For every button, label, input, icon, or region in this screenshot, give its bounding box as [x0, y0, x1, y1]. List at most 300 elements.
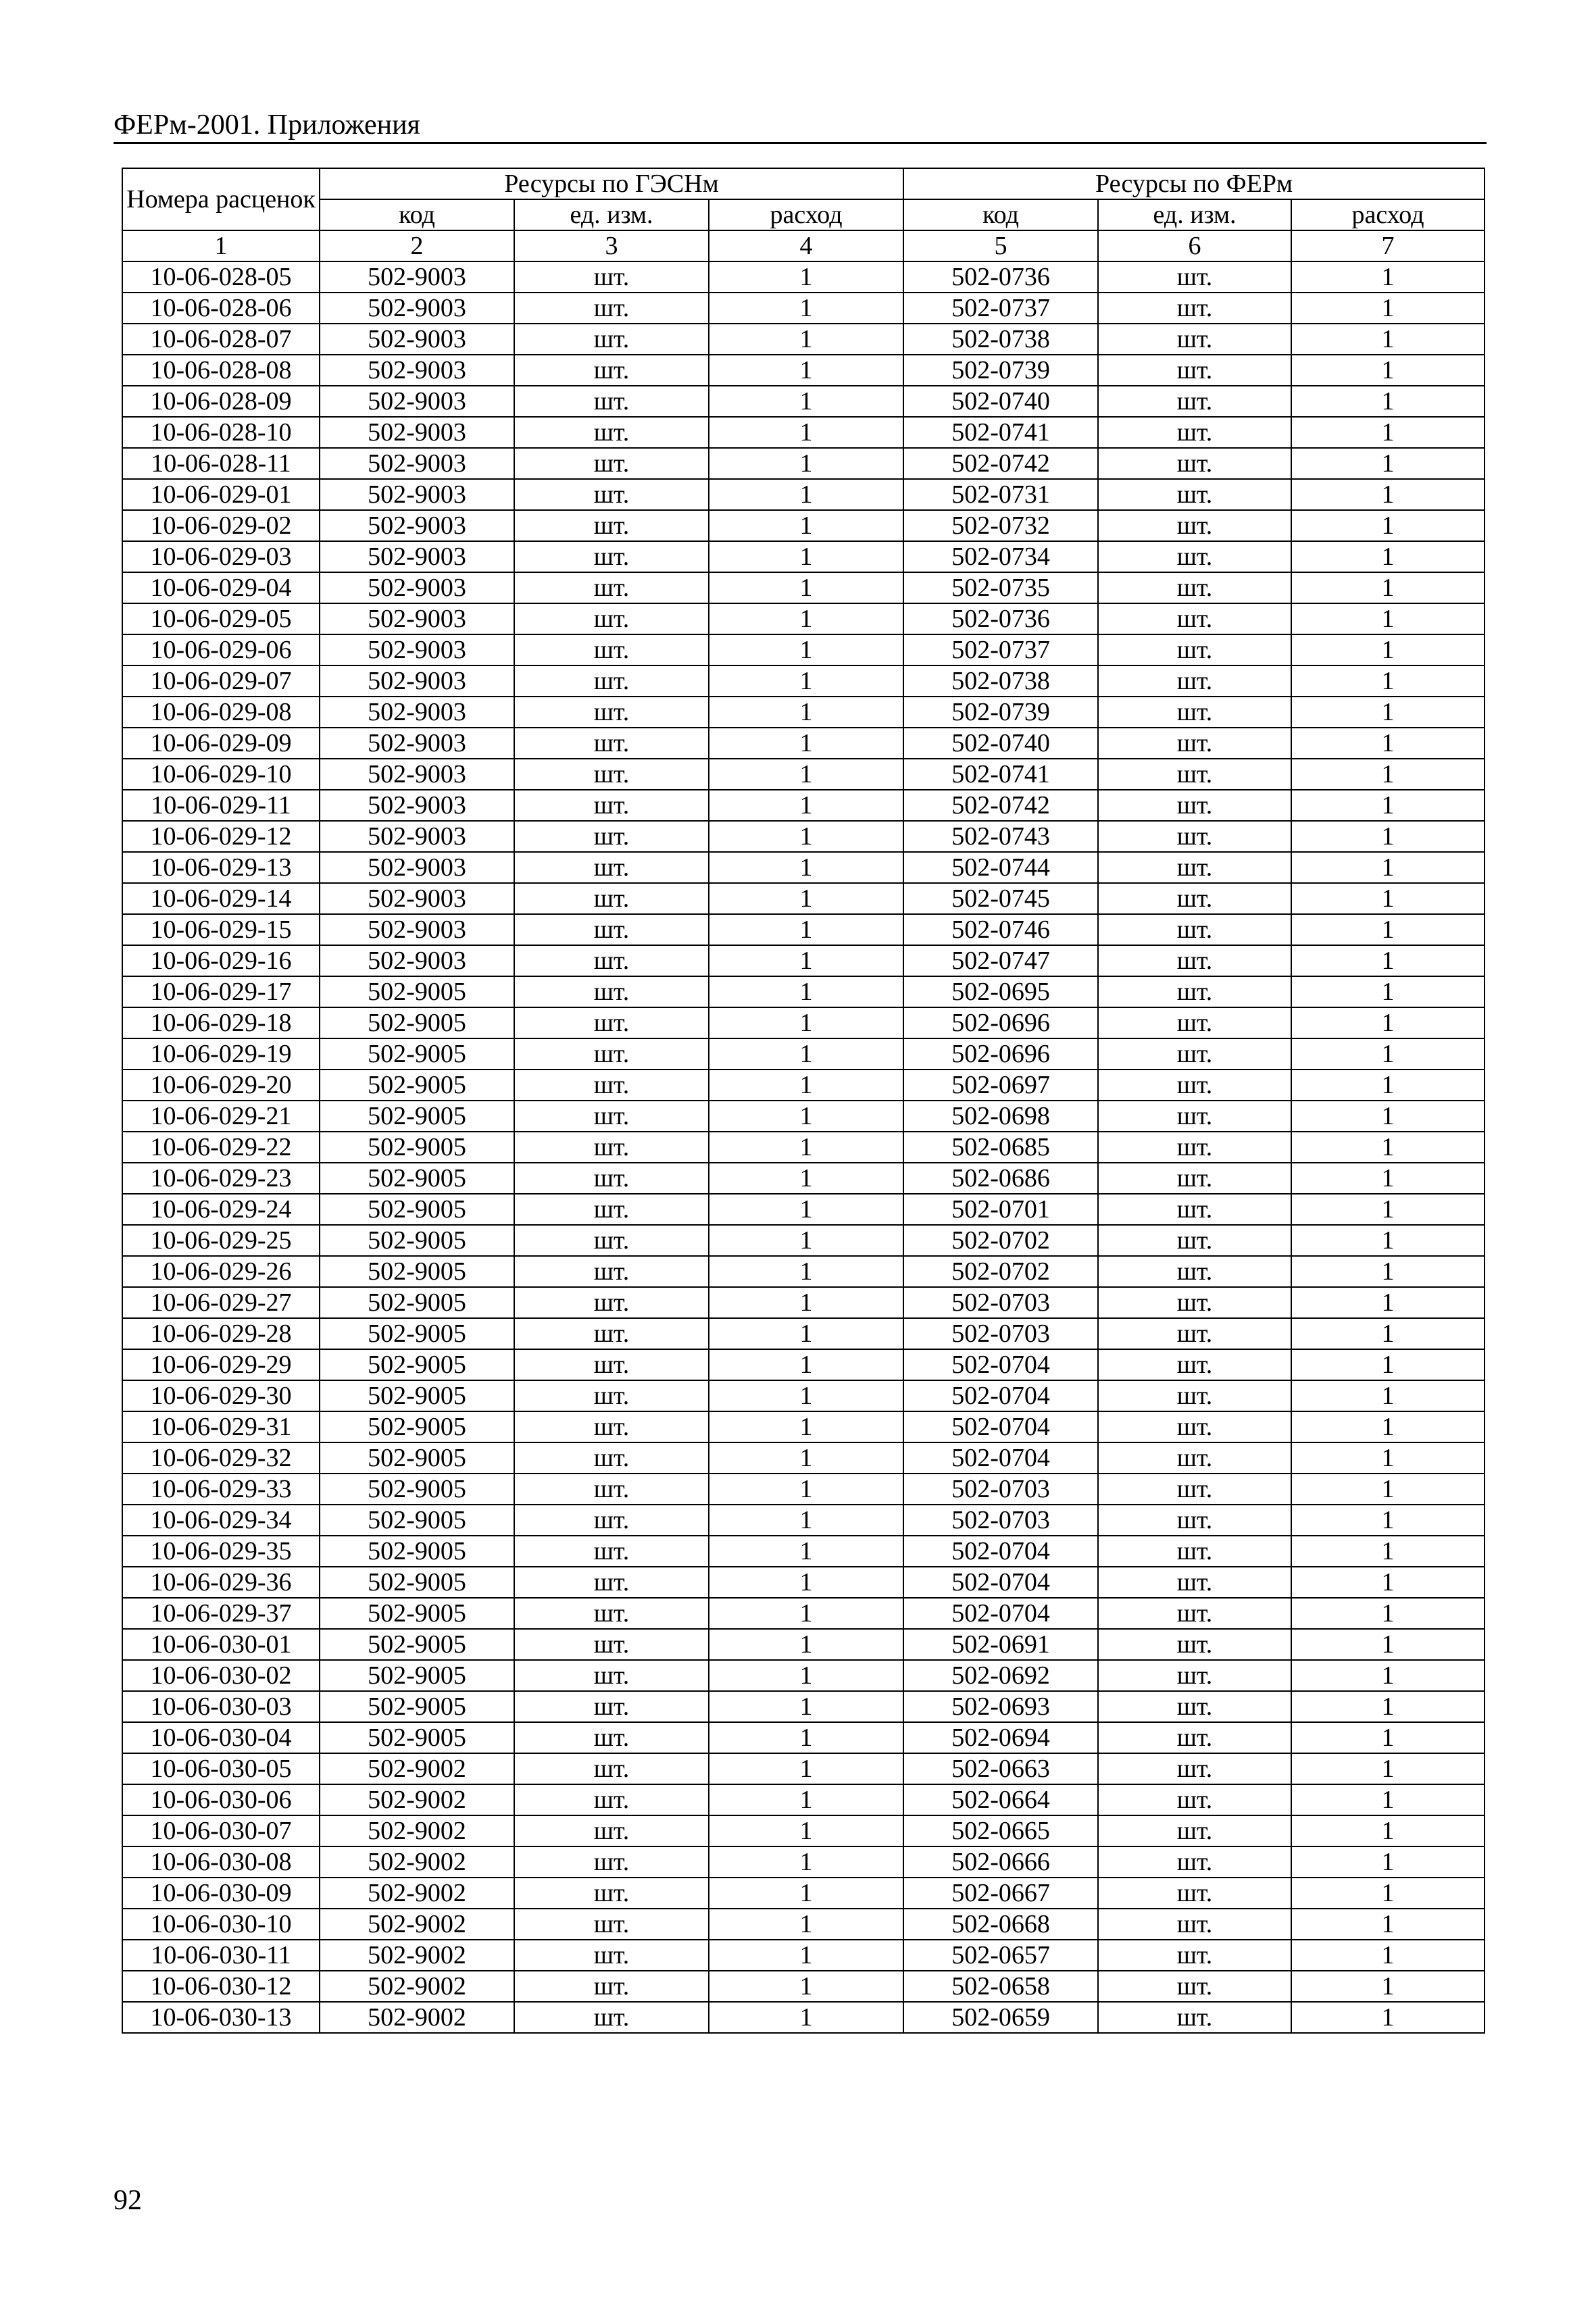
ferm-unit-cell: шт. — [1098, 665, 1291, 697]
gesnm-code-cell: 502-9003 — [320, 261, 514, 293]
gesnm-code-cell: 502-9005 — [320, 1380, 514, 1411]
rate-number-cell: 10-06-029-09 — [122, 728, 320, 759]
ferm-unit-cell: шт. — [1098, 852, 1291, 883]
rate-number-cell: 10-06-029-07 — [122, 665, 320, 697]
gesnm-code-cell: 502-9002 — [320, 1753, 514, 1784]
ferm-code-cell: 502-0704 — [903, 1380, 1098, 1411]
gesnm-unit-cell: шт. — [514, 697, 709, 728]
gesnm-code-cell: 502-9005 — [320, 1163, 514, 1194]
resource-table — [122, 168, 1485, 2034]
ferm-unit-cell: шт. — [1098, 1163, 1291, 1194]
gesnm-unit-cell: шт. — [514, 1225, 709, 1256]
ferm-quantity-cell: 1 — [1291, 293, 1485, 324]
table-row — [122, 1753, 1485, 1784]
rate-number-cell: 10-06-028-11 — [122, 448, 320, 479]
rate-number-cell: 10-06-029-30 — [122, 1380, 320, 1411]
gesnm-code-cell: 502-9003 — [320, 603, 514, 634]
ferm-unit-cell: шт. — [1098, 603, 1291, 634]
table-row — [122, 1598, 1485, 1629]
gesnm-code-cell: 502-9002 — [320, 1909, 514, 1940]
table-row — [122, 1846, 1485, 1878]
table-row — [122, 572, 1485, 603]
rate-number-cell: 10-06-029-37 — [122, 1598, 320, 1629]
ferm-code-cell: 502-0741 — [903, 417, 1098, 448]
column-number: 2 — [320, 230, 514, 261]
table-row — [122, 417, 1485, 448]
gesnm-code-cell: 502-9003 — [320, 665, 514, 697]
ferm-unit-cell: шт. — [1098, 1070, 1291, 1101]
ferm-code-cell: 502-0664 — [903, 1784, 1098, 1815]
ferm-quantity-cell: 1 — [1291, 976, 1485, 1007]
gesnm-unit-cell: шт. — [514, 1598, 709, 1629]
gesnm-code-cell: 502-9003 — [320, 790, 514, 821]
ferm-unit-cell: шт. — [1098, 1629, 1291, 1660]
ferm-quantity-cell: 1 — [1291, 1225, 1485, 1256]
table-row — [122, 386, 1485, 417]
gesnm-quantity-cell: 1 — [709, 293, 903, 324]
ferm-code-cell: 502-0657 — [903, 1940, 1098, 1971]
ferm-quantity-cell: 1 — [1291, 1598, 1485, 1629]
gesnm-code-cell: 502-9005 — [320, 1225, 514, 1256]
gesnm-code-cell: 502-9003 — [320, 541, 514, 572]
ferm-code-cell: 502-0704 — [903, 1442, 1098, 1474]
rate-number-cell: 10-06-029-29 — [122, 1349, 320, 1380]
gesnm-code-cell: 502-9005 — [320, 1505, 514, 1536]
rate-number-cell: 10-06-029-10 — [122, 759, 320, 790]
header-rule — [114, 142, 1487, 144]
gesnm-unit-cell: шт. — [514, 510, 709, 541]
rate-number-cell: 10-06-029-27 — [122, 1287, 320, 1318]
rate-number-cell: 10-06-030-03 — [122, 1691, 320, 1722]
table-row — [122, 1287, 1485, 1318]
gesnm-code-cell: 502-9005 — [320, 1629, 514, 1660]
gesnm-quantity-cell: 1 — [709, 572, 903, 603]
table-row — [122, 1380, 1485, 1411]
ferm-unit-cell: шт. — [1098, 417, 1291, 448]
gesnm-unit-cell: шт. — [514, 821, 709, 852]
column-number: 1 — [122, 230, 320, 261]
ferm-code-cell: 502-0743 — [903, 821, 1098, 852]
gesnm-code-cell: 502-9002 — [320, 1878, 514, 1909]
gesnm-quantity-cell: 1 — [709, 1567, 903, 1598]
gesnm-quantity-cell: 1 — [709, 1598, 903, 1629]
gesnm-unit-cell: шт. — [514, 1909, 709, 1940]
gesnm-quantity-cell: 1 — [709, 976, 903, 1007]
gesnm-quantity-cell: 1 — [709, 1505, 903, 1536]
ferm-quantity-cell: 1 — [1291, 1007, 1485, 1038]
gesnm-quantity-cell: 1 — [709, 1287, 903, 1318]
table-row — [122, 697, 1485, 728]
gesnm-code-cell: 502-9003 — [320, 914, 514, 945]
ferm-quantity-cell: 1 — [1291, 1380, 1485, 1411]
table-row — [122, 1318, 1485, 1349]
rate-number-cell: 10-06-029-31 — [122, 1411, 320, 1442]
gesnm-code-cell: 502-9003 — [320, 448, 514, 479]
rate-number-cell: 10-06-029-22 — [122, 1132, 320, 1163]
gesnm-unit-cell: шт. — [514, 572, 709, 603]
ferm-code-cell: 502-0667 — [903, 1878, 1098, 1909]
ferm-code-cell: 502-0737 — [903, 293, 1098, 324]
ferm-code-cell: 502-0703 — [903, 1318, 1098, 1349]
gesnm-quantity-cell: 1 — [709, 1349, 903, 1380]
gesnm-unit-cell: шт. — [514, 541, 709, 572]
ferm-code-cell: 502-0691 — [903, 1629, 1098, 1660]
ferm-quantity-cell: 1 — [1291, 386, 1485, 417]
table-row — [122, 355, 1485, 386]
table-row — [122, 541, 1485, 572]
gesnm-quantity-cell: 1 — [709, 914, 903, 945]
ferm-quantity-cell: 1 — [1291, 603, 1485, 634]
gesnm-quantity-cell: 1 — [709, 1256, 903, 1287]
gesnm-code-cell: 502-9005 — [320, 1132, 514, 1163]
ferm-unit-cell: шт. — [1098, 261, 1291, 293]
rate-number-cell: 10-06-028-05 — [122, 261, 320, 293]
gesnm-unit-cell: шт. — [514, 603, 709, 634]
gesnm-unit-cell: шт. — [514, 1567, 709, 1598]
gesnm-resources-header: Ресурсы по ГЭСНм — [320, 168, 903, 199]
rate-number-cell: 10-06-028-06 — [122, 293, 320, 324]
table-row — [122, 1163, 1485, 1194]
ferm-unit-cell: шт. — [1098, 1909, 1291, 1940]
rate-number-cell: 10-06-030-10 — [122, 1909, 320, 1940]
ferm-unit-cell: шт. — [1098, 883, 1291, 914]
gesnm-quantity-cell: 1 — [709, 821, 903, 852]
gesnm-code-cell: 502-9003 — [320, 728, 514, 759]
ferm-code-cell: 502-0738 — [903, 665, 1098, 697]
gesnm-code-cell: 502-9002 — [320, 1815, 514, 1846]
table-row — [122, 945, 1485, 976]
gesnm-code-cell: 502-9003 — [320, 386, 514, 417]
ferm-quantity-cell: 1 — [1291, 1256, 1485, 1287]
table-row — [122, 1070, 1485, 1101]
gesnm-unit-cell: шт. — [514, 1474, 709, 1505]
ferm-quantity-cell: 1 — [1291, 1038, 1485, 1070]
rate-number-cell: 10-06-029-03 — [122, 541, 320, 572]
gesnm-quantity-cell: 1 — [709, 1940, 903, 1971]
gesnm-code-cell: 502-9003 — [320, 821, 514, 852]
ferm-code-cell: 502-0739 — [903, 697, 1098, 728]
ferm-unit-cell: шт. — [1098, 790, 1291, 821]
ferm-quantity-cell: 1 — [1291, 665, 1485, 697]
ferm-code-cell: 502-0703 — [903, 1505, 1098, 1536]
ferm-unit-cell: шт. — [1098, 1318, 1291, 1349]
gesnm-unit-cell: шт. — [514, 1349, 709, 1380]
table-row — [122, 1349, 1485, 1380]
ferm-code-cell: 502-0734 — [903, 541, 1098, 572]
gesnm-unit-cell: шт. — [514, 1194, 709, 1225]
rate-number-cell: 10-06-029-33 — [122, 1474, 320, 1505]
gesnm-unit-cell: шт. — [514, 417, 709, 448]
gesnm-quantity-cell: 1 — [709, 355, 903, 386]
gesnm-code-cell: 502-9002 — [320, 1846, 514, 1878]
gesnm-unit-cell: шт. — [514, 386, 709, 417]
gesnm-quantity-cell: 1 — [709, 1474, 903, 1505]
ferm-quantity-cell: 1 — [1291, 1753, 1485, 1784]
table-row — [122, 852, 1485, 883]
gesnm-quantity-cell: 1 — [709, 883, 903, 914]
ferm-code-cell: 502-0742 — [903, 790, 1098, 821]
gesnm-unit-cell: шт. — [514, 1660, 709, 1691]
ferm-unit-cell: шт. — [1098, 448, 1291, 479]
gesnm-code-cell: 502-9005 — [320, 1536, 514, 1567]
ferm-code-cell: 502-0696 — [903, 1038, 1098, 1070]
gesnm-code-cell: 502-9003 — [320, 417, 514, 448]
ferm-code-cell: 502-0735 — [903, 572, 1098, 603]
gesnm-quantity-cell: 1 — [709, 417, 903, 448]
table-row — [122, 634, 1485, 665]
gesnm-quantity-cell: 1 — [709, 1225, 903, 1256]
gesnm-unit-cell: шт. — [514, 1846, 709, 1878]
ferm-code-header: код — [903, 199, 1098, 230]
gesnm-unit-cell: шт. — [514, 1536, 709, 1567]
ferm-code-cell: 502-0742 — [903, 448, 1098, 479]
ferm-quantity-cell: 1 — [1291, 1070, 1485, 1101]
gesnm-unit-cell: шт. — [514, 1629, 709, 1660]
ferm-unit-cell: шт. — [1098, 572, 1291, 603]
rate-number-cell: 10-06-029-21 — [122, 1101, 320, 1132]
column-number: 4 — [709, 230, 903, 261]
ferm-unit-cell: шт. — [1098, 1846, 1291, 1878]
ferm-code-cell: 502-0663 — [903, 1753, 1098, 1784]
ferm-code-cell: 502-0702 — [903, 1256, 1098, 1287]
gesnm-unit-cell: шт. — [514, 1753, 709, 1784]
table-row — [122, 1007, 1485, 1038]
gesnm-code-cell: 502-9003 — [320, 355, 514, 386]
table-row — [122, 1194, 1485, 1225]
header-row-sub — [122, 199, 1485, 230]
rate-number-cell: 10-06-028-08 — [122, 355, 320, 386]
ferm-code-cell: 502-0736 — [903, 603, 1098, 634]
ferm-quantity-cell: 1 — [1291, 1629, 1485, 1660]
ferm-code-cell: 502-0704 — [903, 1598, 1098, 1629]
gesnm-code-cell: 502-9005 — [320, 1442, 514, 1474]
gesnm-unit-cell: шт. — [514, 634, 709, 665]
table-row — [122, 1411, 1485, 1442]
ferm-quantity-cell: 1 — [1291, 1287, 1485, 1318]
table-row — [122, 1442, 1485, 1474]
ferm-unit-cell: шт. — [1098, 1256, 1291, 1287]
gesnm-code-cell: 502-9005 — [320, 1256, 514, 1287]
gesnm-quantity-cell: 1 — [709, 2002, 903, 2033]
gesnm-unit-cell: шт. — [514, 1287, 709, 1318]
gesnm-code-header: код — [320, 199, 514, 230]
ferm-code-cell: 502-0744 — [903, 852, 1098, 883]
gesnm-quantity-cell: 1 — [709, 1038, 903, 1070]
gesnm-code-cell: 502-9005 — [320, 1070, 514, 1101]
rate-number-cell: 10-06-029-06 — [122, 634, 320, 665]
gesnm-unit-cell: шт. — [514, 790, 709, 821]
ferm-code-cell: 502-0737 — [903, 634, 1098, 665]
gesnm-quantity-cell: 1 — [709, 790, 903, 821]
ferm-unit-cell: шт. — [1098, 1194, 1291, 1225]
ferm-code-cell: 502-0685 — [903, 1132, 1098, 1163]
ferm-quantity-cell: 1 — [1291, 510, 1485, 541]
rate-number-cell: 10-06-030-11 — [122, 1940, 320, 1971]
table-row — [122, 728, 1485, 759]
gesnm-code-cell: 502-9005 — [320, 1349, 514, 1380]
gesnm-quantity-cell: 1 — [709, 1753, 903, 1784]
ferm-code-cell: 502-0695 — [903, 976, 1098, 1007]
ferm-code-cell: 502-0703 — [903, 1287, 1098, 1318]
gesnm-unit-cell: шт. — [514, 1038, 709, 1070]
gesnm-unit-cell: шт. — [514, 1815, 709, 1846]
ferm-quantity-cell: 1 — [1291, 1536, 1485, 1567]
gesnm-unit-cell: шт. — [514, 1505, 709, 1536]
gesnm-unit-cell: шт. — [514, 728, 709, 759]
ferm-unit-cell: шт. — [1098, 976, 1291, 1007]
table-row — [122, 883, 1485, 914]
table-body — [122, 168, 1485, 2033]
ferm-code-cell: 502-0658 — [903, 1971, 1098, 2002]
gesnm-unit-cell: шт. — [514, 479, 709, 510]
ferm-unit-cell: шт. — [1098, 728, 1291, 759]
rate-number-cell: 10-06-029-32 — [122, 1442, 320, 1474]
rate-number-cell: 10-06-029-04 — [122, 572, 320, 603]
gesnm-quantity-cell: 1 — [709, 852, 903, 883]
table-row — [122, 976, 1485, 1007]
gesnm-code-cell: 502-9003 — [320, 510, 514, 541]
gesnm-unit-cell: шт. — [514, 759, 709, 790]
gesnm-quantity-cell: 1 — [709, 1691, 903, 1722]
gesnm-code-cell: 502-9003 — [320, 883, 514, 914]
rate-number-cell: 10-06-029-11 — [122, 790, 320, 821]
ferm-code-cell: 502-0732 — [903, 510, 1098, 541]
rate-number-cell: 10-06-030-01 — [122, 1629, 320, 1660]
ferm-quantity-cell: 1 — [1291, 759, 1485, 790]
ferm-quantity-cell: 1 — [1291, 945, 1485, 976]
ferm-quantity-cell: 1 — [1291, 1411, 1485, 1442]
gesnm-unit-cell: шт. — [514, 1940, 709, 1971]
ferm-unit-cell: шт. — [1098, 1784, 1291, 1815]
gesnm-code-cell: 502-9002 — [320, 2002, 514, 2033]
ferm-quantity-cell: 1 — [1291, 852, 1485, 883]
ferm-unit-cell: шт. — [1098, 1380, 1291, 1411]
ferm-code-cell: 502-0703 — [903, 1474, 1098, 1505]
ferm-quantity-cell: 1 — [1291, 1660, 1485, 1691]
gesnm-quantity-cell: 1 — [709, 1909, 903, 1940]
ferm-unit-cell: шт. — [1098, 1753, 1291, 1784]
gesnm-unit-cell: шт. — [514, 1101, 709, 1132]
gesnm-code-cell: 502-9005 — [320, 1474, 514, 1505]
gesnm-code-cell: 502-9003 — [320, 324, 514, 355]
ferm-code-cell: 502-0739 — [903, 355, 1098, 386]
gesnm-code-cell: 502-9005 — [320, 1194, 514, 1225]
ferm-quantity-cell: 1 — [1291, 1722, 1485, 1753]
table-row — [122, 821, 1485, 852]
rate-number-cell: 10-06-030-06 — [122, 1784, 320, 1815]
rate-number-cell: 10-06-030-08 — [122, 1846, 320, 1878]
gesnm-code-cell: 502-9003 — [320, 479, 514, 510]
ferm-quantity-cell: 1 — [1291, 914, 1485, 945]
ferm-code-cell: 502-0704 — [903, 1536, 1098, 1567]
gesnm-quantity-cell: 1 — [709, 728, 903, 759]
gesnm-unit-cell: шт. — [514, 665, 709, 697]
table-row — [122, 914, 1485, 945]
table-row — [122, 1101, 1485, 1132]
gesnm-unit-cell: шт. — [514, 1878, 709, 1909]
ferm-code-cell: 502-0702 — [903, 1225, 1098, 1256]
table-row — [122, 479, 1485, 510]
gesnm-code-cell: 502-9005 — [320, 1287, 514, 1318]
table-row — [122, 1909, 1485, 1940]
table-row — [122, 1567, 1485, 1598]
rate-number-cell: 10-06-028-07 — [122, 324, 320, 355]
ferm-code-cell: 502-0665 — [903, 1815, 1098, 1846]
ferm-code-cell: 502-0666 — [903, 1846, 1098, 1878]
ferm-code-cell: 502-0740 — [903, 386, 1098, 417]
table-row — [122, 665, 1485, 697]
ferm-code-cell: 502-0738 — [903, 324, 1098, 355]
header-row-groups — [122, 168, 1485, 199]
ferm-unit-cell: шт. — [1098, 1411, 1291, 1442]
gesnm-quantity-cell: 1 — [709, 1101, 903, 1132]
ferm-quantity-cell: 1 — [1291, 1909, 1485, 1940]
ferm-unit-cell: шт. — [1098, 1660, 1291, 1691]
table-row — [122, 1722, 1485, 1753]
gesnm-unit-cell: шт. — [514, 1691, 709, 1722]
ferm-code-cell: 502-0704 — [903, 1411, 1098, 1442]
ferm-quantity-cell: 1 — [1291, 1132, 1485, 1163]
ferm-quantity-cell: 1 — [1291, 1474, 1485, 1505]
table-row — [122, 1940, 1485, 1971]
rate-number-cell: 10-06-029-23 — [122, 1163, 320, 1194]
gesnm-code-cell: 502-9003 — [320, 697, 514, 728]
ferm-unit-cell: шт. — [1098, 1007, 1291, 1038]
rate-number-cell: 10-06-029-24 — [122, 1194, 320, 1225]
ferm-unit-cell: шт. — [1098, 1442, 1291, 1474]
ferm-code-cell: 502-0736 — [903, 261, 1098, 293]
table-row — [122, 293, 1485, 324]
gesnm-unit-cell: шт. — [514, 945, 709, 976]
ferm-unit-cell: шт. — [1098, 510, 1291, 541]
gesnm-unit-cell: шт. — [514, 324, 709, 355]
rate-number-cell: 10-06-029-01 — [122, 479, 320, 510]
column-number: 5 — [903, 230, 1098, 261]
rate-number-cell: 10-06-029-26 — [122, 1256, 320, 1287]
ferm-unit-cell: шт. — [1098, 1971, 1291, 2002]
ferm-unit-cell: шт. — [1098, 1349, 1291, 1380]
table-row — [122, 1878, 1485, 1909]
gesnm-unit-cell: шт. — [514, 448, 709, 479]
ferm-quantity-cell: 1 — [1291, 572, 1485, 603]
ferm-unit-cell: шт. — [1098, 1505, 1291, 1536]
ferm-quantity-cell: 1 — [1291, 883, 1485, 914]
rate-number-cell: 10-06-029-14 — [122, 883, 320, 914]
gesnm-unit-cell: шт. — [514, 293, 709, 324]
gesnm-code-cell: 502-9005 — [320, 1101, 514, 1132]
ferm-quantity-cell: 1 — [1291, 261, 1485, 293]
gesnm-unit-header: ед. изм. — [514, 199, 709, 230]
gesnm-code-cell: 502-9005 — [320, 976, 514, 1007]
table-row — [122, 790, 1485, 821]
gesnm-code-cell: 502-9002 — [320, 1940, 514, 1971]
ferm-code-cell: 502-0698 — [903, 1101, 1098, 1132]
table-row — [122, 1660, 1485, 1691]
ferm-code-cell: 502-0692 — [903, 1660, 1098, 1691]
ferm-code-cell: 502-0745 — [903, 883, 1098, 914]
ferm-unit-cell: шт. — [1098, 697, 1291, 728]
gesnm-quantity-cell: 1 — [709, 945, 903, 976]
gesnm-unit-cell: шт. — [514, 1256, 709, 1287]
gesnm-quantity-cell: 1 — [709, 1380, 903, 1411]
gesnm-code-cell: 502-9005 — [320, 1318, 514, 1349]
ferm-unit-cell: шт. — [1098, 479, 1291, 510]
gesnm-unit-cell: шт. — [514, 1971, 709, 2002]
gesnm-code-cell: 502-9002 — [320, 1784, 514, 1815]
table-row — [122, 1536, 1485, 1567]
rate-number-cell: 10-06-029-34 — [122, 1505, 320, 1536]
gesnm-code-cell: 502-9005 — [320, 1722, 514, 1753]
